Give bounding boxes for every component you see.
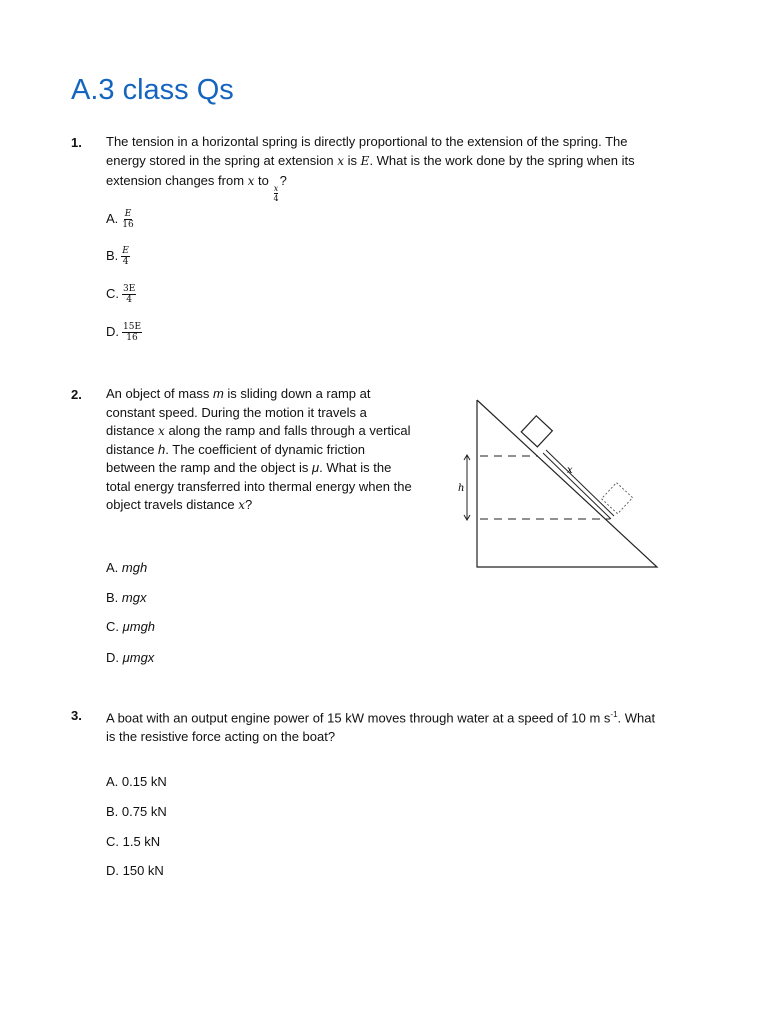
distance-arrow: [543, 453, 611, 519]
ramp-triangle: [477, 400, 657, 567]
ramp-diagram: [450, 392, 665, 574]
question-1-option-a[interactable]: A. $\frac{E}{16}$: [106, 209, 134, 230]
label-x: x: [567, 465, 573, 476]
question-1-line-2: energy stored in the spring at extension x is E. What is the work done by the spring when its: [106, 152, 635, 168]
question-3-number: 3.: [71, 708, 82, 723]
question-1-line-1: The tension in a horizontal spring is directly proportional to the extension of the spring. The: [106, 134, 628, 149]
question-1-line-3: extension changes from x to $\frac{x}{4}$ ?: [106, 173, 287, 203]
label-h: h: [458, 483, 465, 494]
question-3-option-b[interactable]: B. 0.75 kN: [106, 804, 167, 819]
question-3-text: A boat with an output engine power of 15 kW moves through water at a speed of 10 m $s^{-1}$. What is the resistive force acting on the boat?: [106, 710, 656, 744]
question-3-option-a[interactable]: A. 0.15 kN: [106, 774, 167, 789]
question-2-number: 2.: [71, 387, 82, 402]
block-top: [521, 416, 552, 447]
question-3-option-d[interactable]: D. 150 kN: [106, 863, 164, 878]
question-1-number: 1.: [71, 135, 82, 150]
question-1-option-b[interactable]: B. $\frac{E}{4}$: [106, 246, 129, 267]
fraction-x-over-4: $\frac{x}{4}$: [273, 184, 279, 203]
question-2-option-d[interactable]: D. μmgx: [106, 650, 155, 665]
question-2-option-c[interactable]: C. μmgh: [106, 619, 156, 634]
page-title: A.3 class Qs: [71, 74, 234, 106]
question-1-option-d[interactable]: D. $\frac{15E}{16}$: [106, 322, 142, 343]
question-1-option-c[interactable]: C. $\frac{3E}{4}$: [106, 284, 136, 305]
question-3-option-c[interactable]: C. 1.5 kN: [106, 834, 161, 849]
question-2-option-b[interactable]: B. mgx: [106, 590, 147, 605]
question-2-text: An object of mass m is sliding down a ramp at constant speed. During the motion it travels a distance x along the ramp and falls through a vertical distance h. The coefficient of dynamic friction between the ramp and the object is μ. What is the total energy transferred into thermal energy when the object travels distance x?: [106, 386, 412, 512]
question-1-text: [106, 133, 706, 203]
question-2-option-a[interactable]: A. mgh: [106, 560, 148, 575]
